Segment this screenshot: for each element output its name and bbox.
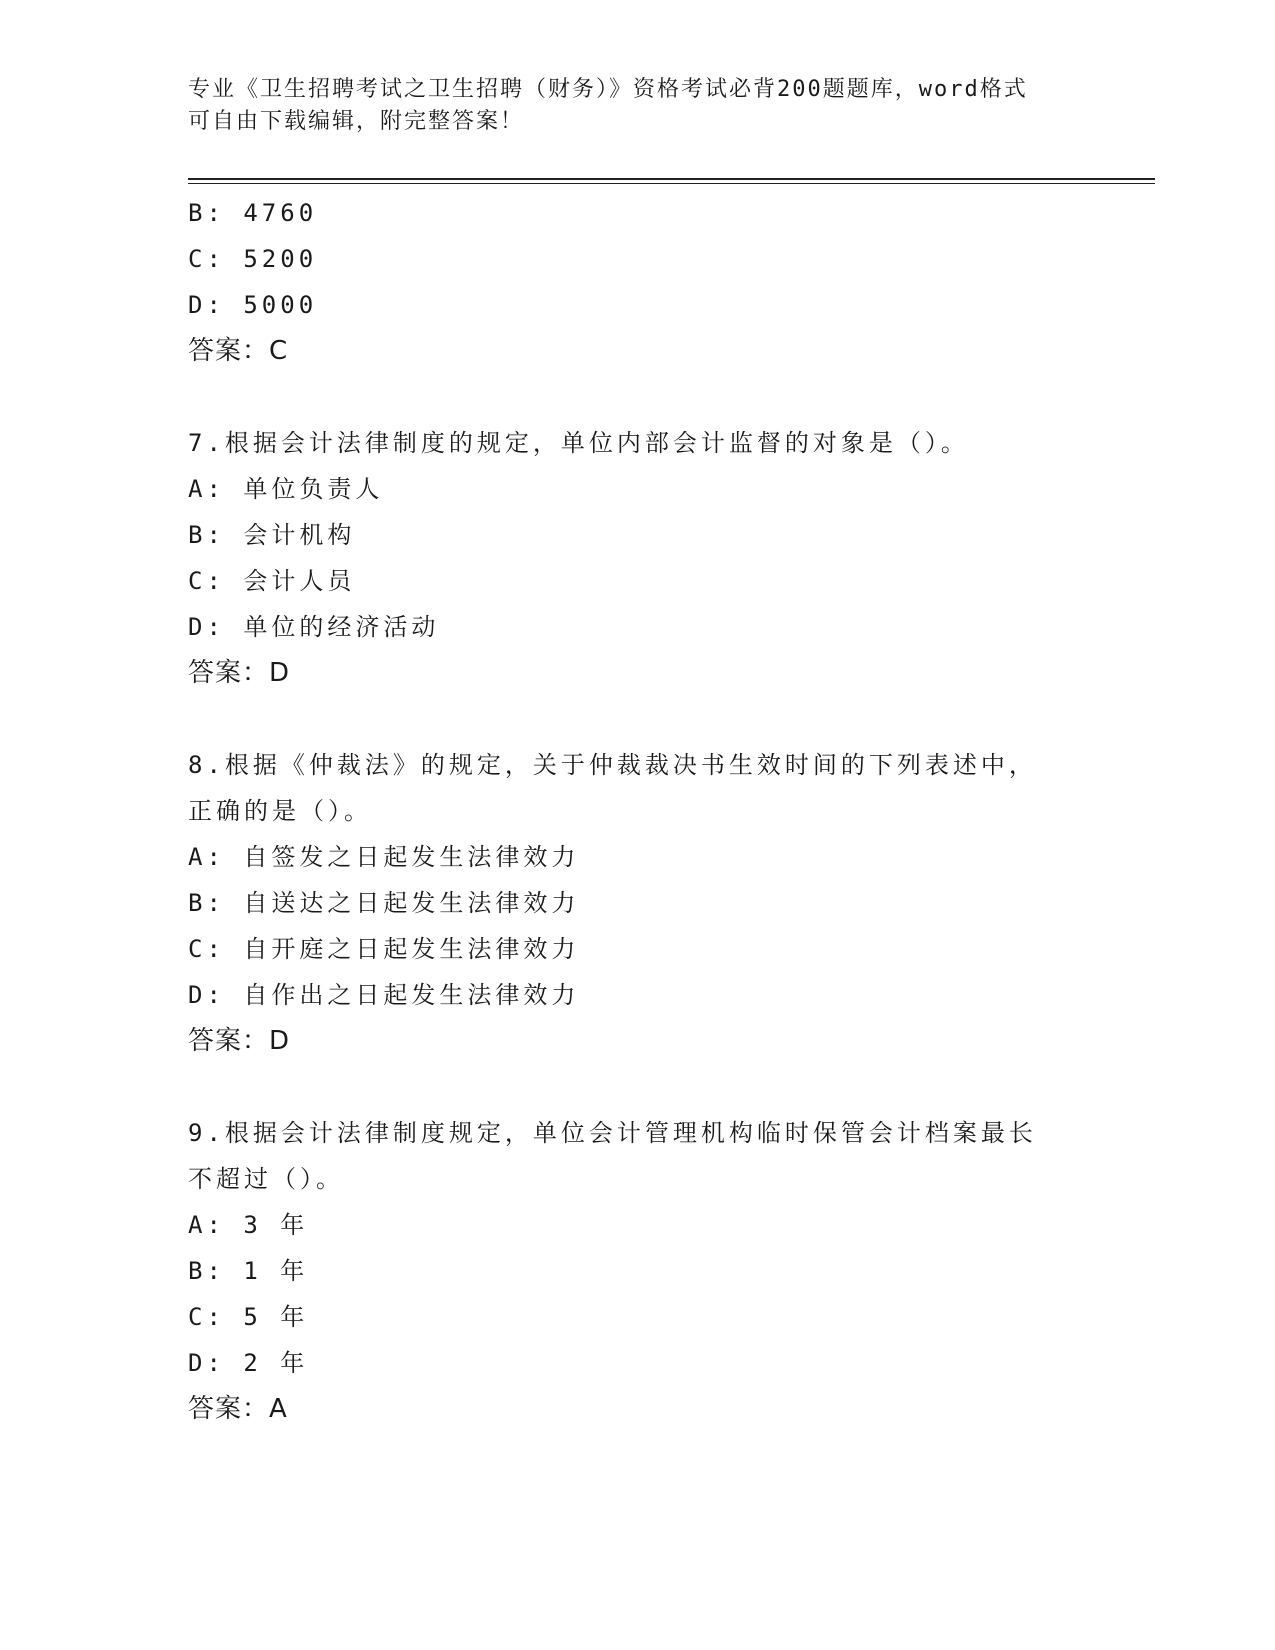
option-b: B: 自送达之日起发生法律效力 <box>188 889 580 917</box>
option-b: B: 会计机构 <box>188 521 356 549</box>
header-title-line-1: 专业《卫生招聘考试之卫生招聘（财务）》资格考试必背200题题库，word格式 <box>188 77 1028 102</box>
header-divider-thin <box>188 183 1155 184</box>
option-d: D: 5000 <box>188 291 318 319</box>
question-stem: 7.根据会计法律制度的规定，单位内部会计监督的对象是（）。 <box>188 429 969 457</box>
question-list <box>188 190 1088 1432</box>
document-header <box>188 74 1088 138</box>
header-divider <box>188 178 1155 180</box>
option-c: C: 会计人员 <box>188 567 356 595</box>
option-b: B: 4760 <box>188 199 318 227</box>
question-stem-line-2: 不超过（）。 <box>188 1165 344 1193</box>
option-a: A: 自签发之日起发生法律效力 <box>188 843 580 871</box>
answer-line: 答案：D <box>188 1026 291 1056</box>
option-d: D: 自作出之日起发生法律效力 <box>188 981 580 1009</box>
option-b: B: 1 年 <box>188 1257 309 1285</box>
answer-line: 答案：A <box>188 1394 288 1424</box>
question-block-7 <box>188 420 1088 696</box>
question-spacer <box>188 374 1088 420</box>
question-spacer <box>188 696 1088 742</box>
question-block-9 <box>188 1110 1088 1432</box>
option-a: A: 单位负责人 <box>188 475 384 503</box>
option-d: D: 单位的经济活动 <box>188 613 440 641</box>
option-d: D: 2 年 <box>188 1349 309 1377</box>
option-c: C: 5200 <box>188 245 318 273</box>
question-stem-line-2: 正确的是（）。 <box>188 797 372 825</box>
option-c: C: 自开庭之日起发生法律效力 <box>188 935 580 963</box>
question-stem-line-1: 9.根据会计法律制度规定，单位会计管理机构临时保管会计档案最长 <box>188 1119 1037 1147</box>
question-block-6 <box>188 190 1088 374</box>
question-spacer <box>188 1064 1088 1110</box>
question-stem-line-1: 8.根据《仲裁法》的规定，关于仲裁裁决书生效时间的下列表述中， <box>188 751 1037 779</box>
option-a: A: 3 年 <box>188 1211 309 1239</box>
answer-line: 答案：C <box>188 336 289 366</box>
question-block-8 <box>188 742 1088 1064</box>
answer-line: 答案：D <box>188 658 291 688</box>
option-c: C: 5 年 <box>188 1303 309 1331</box>
header-title-line-2: 可自由下载编辑，附完整答案！ <box>188 109 525 134</box>
